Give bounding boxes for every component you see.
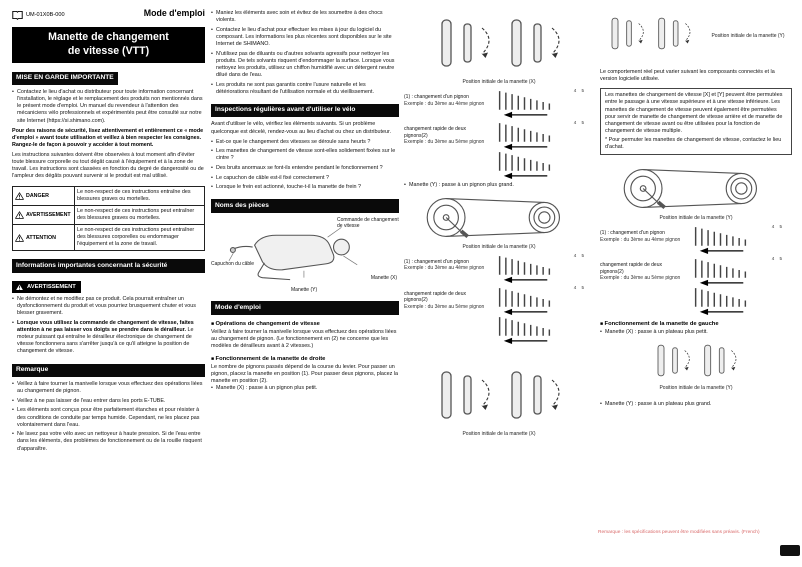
initial-position-caption: Position initiale de la manette (X) bbox=[462, 79, 536, 85]
shift-diagram-set bbox=[404, 254, 594, 344]
cassette-diagram bbox=[687, 286, 792, 315]
warning-triangle-icon bbox=[15, 283, 24, 291]
shift-one-example: Exemple : du 3ème au 4ème pignon bbox=[404, 100, 485, 107]
inspection-bullet: • Le capuchon de câble est-il fixé correctement ? bbox=[211, 175, 399, 182]
title-line-2: de vitesse (VTT) bbox=[67, 44, 150, 57]
page-title bbox=[12, 27, 205, 63]
cassette-diagram bbox=[491, 254, 594, 283]
part-label-lever-y: Manette (Y) bbox=[291, 286, 318, 293]
shift-two-example: Exemple : du 3ème au 5ème pignon bbox=[404, 303, 485, 310]
inspection-intro: Avant d'utiliser le vélo, vérifiez les éléments suivants. Si un problème quelconque est décelé, rendez-vous au lieu d'achat ou chez un distributeur. bbox=[211, 121, 391, 135]
hazard-description: Le non-respect de ces instructions peut entraîner des blessures graves ou mortelles. bbox=[75, 205, 205, 224]
shift-diagram-set bbox=[404, 89, 594, 179]
warning-bullet-rest: Le moteur puissant qui entraîne le dérailleur électronique de changement de vitesse fonctionnera sans s'arrêter jusqu'à ce qu'il atteigne la position de changement de vitesse. bbox=[17, 327, 194, 355]
shift-operations-text: Veillez à faire tourner la manivelle lorsque vous effectuez des opérations liées au changement de pignon. (Le fonctionnement en (2) ne concerne que les modèles de dérailleurs avant à 2 vitesses.) bbox=[211, 328, 397, 349]
warning-label bbox=[12, 281, 81, 293]
shift-two-example: Exemple : du 3ème au 5ème pignon bbox=[600, 275, 681, 282]
initial-position-caption: Position initiale de la manette (Y) bbox=[659, 215, 733, 222]
warning-triangle-icon bbox=[15, 211, 24, 219]
shift-diagram-set bbox=[600, 225, 792, 315]
section-usage-header: Mode d'emploi bbox=[211, 301, 399, 315]
gear-numbers: 4 5 bbox=[573, 120, 586, 125]
warning-triangle-icon bbox=[15, 234, 24, 242]
hazard-label: ATTENTION bbox=[26, 234, 56, 241]
shift-two-example: Exemple : du 3ème au 5ème pignon bbox=[404, 139, 485, 145]
left-lever-bullet-y: • Manette (Y) : passe à un plateau plus grand. bbox=[600, 401, 792, 408]
shift-operations-title: ■ Opérations de changement de vitesse bbox=[211, 321, 399, 327]
column-2 bbox=[211, 10, 399, 395]
lever-y-bullet: • Manette (Y) : passe à un pignon plus grand. bbox=[404, 182, 594, 189]
hazard-description: Le non-respect de ces instructions peut entraîner des blessures corporelles ou endommager l'équipement et la zone de travail. bbox=[75, 225, 205, 251]
initial-position-caption: Position initiale de la manette (X) bbox=[462, 430, 536, 437]
section-inspection-header: Inspections régulières avant d'utiliser le vélo bbox=[211, 104, 399, 118]
column-3 bbox=[404, 14, 594, 441]
cassette-diagram bbox=[491, 121, 594, 150]
document-code: UM-01X0B-000 bbox=[26, 12, 65, 18]
cassette-diagram bbox=[491, 286, 594, 315]
doc-type-heading: Mode d'emploi bbox=[143, 8, 205, 18]
behavior-note: Le comportement réel peut varier suivant les composants connectés et la version logicielle utilisée. bbox=[600, 69, 775, 83]
part-label-cable-cap: Capuchon du câble bbox=[211, 261, 255, 267]
care-bullet: • Contactez le lieu d'achat pour effectuer les mises à jour du logiciel du composant. Les informations les plus récentes sont disponibles sur le site Internet de SHIMANO. bbox=[211, 27, 399, 48]
warning-bullet: • Ne démontez et ne modifiez pas ce produit. Cela pourrait entraîner un dysfonctionnement du produit et vous pourriez brusquement chuter et vous blesser gravement. bbox=[12, 296, 205, 317]
lever-position-diagram bbox=[424, 366, 574, 430]
inspection-bullet: • Est-ce que le changement des vitesses se déroule sans heurts ? bbox=[211, 139, 399, 146]
lever-position-diagram bbox=[646, 341, 746, 384]
parts-diagram bbox=[211, 217, 399, 293]
shift-one-caption: (1) : changement d'un pignon bbox=[404, 94, 469, 100]
warning-bullet-bold: Lorsque vous utilisez la commande de changement de vitesse, faites attention à ne pas laisser vos doigts se prendre dans le dérailleur. bbox=[17, 319, 194, 333]
gear-numbers: 4 5 bbox=[771, 224, 784, 230]
title-line-1: Manette de changement bbox=[48, 31, 169, 43]
gear-numbers: 4 5 bbox=[771, 256, 784, 262]
note-bullet: • Les éléments sont conçus pour être parfaitement étanches et pour résister à des conditions de conduite par temps humide. Cependant, ne les placez pas volontairement dans l'eau. bbox=[12, 407, 205, 428]
note-bullet: • Veillez à faire tourner la manivelle lorsque vous effectuez des opérations liées au changement de pignon. bbox=[12, 381, 205, 395]
swap-note-box bbox=[600, 88, 792, 155]
lever-position-diagram bbox=[424, 14, 574, 78]
section-caution-header: MISE EN GARDE IMPORTANTE bbox=[12, 72, 118, 86]
cassette-diagram bbox=[687, 225, 792, 254]
care-bullet: • Maniez les éléments avec soin et évitez de les soumettre à des chocs violents. bbox=[211, 10, 399, 24]
swap-note-sub: * Pour permuter les manettes de changement de vitesse, contactez le lieu d'achat. bbox=[605, 137, 782, 151]
gear-numbers: 4 5 bbox=[573, 88, 586, 93]
part-label-shift-unit: Commande de changement de vitesse bbox=[337, 217, 399, 230]
drivetrain-diagram bbox=[414, 192, 584, 243]
inspection-bullet: • Des bruits anormaux se font-ils entendre pendant le fonctionnement ? bbox=[211, 165, 399, 172]
right-lever-title: ■ Fonctionnement de la manette de droite bbox=[211, 356, 399, 362]
hazard-label: AVERTISSEMENT bbox=[26, 211, 71, 218]
hazard-description: Le non-respect de ces instructions entraîne des blessures graves ou mortelles. bbox=[75, 186, 205, 205]
shift-two-caption: changement rapide de deux pignons(2) bbox=[404, 126, 466, 139]
instructions-intro: Les instructions suivantes doivent être observées à tout moment afin d'éviter toute blessure corporelle ou tout dégât causé à l'équipement et à la zone de travail. Les instructions sont classées en fonction du degré de dangerosité ou de l'ampleur des dégâts pouvant survenir si le produit est mal utilisé. bbox=[12, 152, 204, 180]
hazard-label: DANGER bbox=[26, 192, 49, 199]
hazard-table bbox=[12, 186, 205, 252]
care-bullet: • N'utilisez pas de diluants ou d'autres solvants agressifs pour nettoyer les produits. De tels solvants risquent d'endommager la surface. Lorsque vous nettoyez les produits, utilisez un chiffon humidifié avec un détergent neutre dilué dans de l'eau. bbox=[211, 51, 399, 80]
read-carefully-note: Pour des raisons de sécurité, lisez attentivement et entièrement ce « mode d'emploi » avant toute utilisation et veillez à bien respecter les consignes. Rangez-le de façon à pouvoir y accéder à tout moment. bbox=[12, 127, 204, 148]
initial-position-caption: Position initiale de la manette (X) bbox=[462, 243, 536, 250]
column-1 bbox=[12, 66, 205, 455]
lever-position-diagram bbox=[600, 14, 700, 57]
cassette-diagram bbox=[687, 257, 792, 286]
shifter-illustration bbox=[225, 223, 373, 283]
shift-two-caption: changement rapide de deux pignons(2) bbox=[600, 262, 662, 275]
inspection-bullet: • Les manettes de changement de vitesse sont-elles solidement fixées sur le cintre ? bbox=[211, 148, 399, 162]
column-4 bbox=[600, 14, 792, 411]
shift-one-example: Exemple : du 3ème au 4ème pignon bbox=[600, 236, 681, 243]
table-row bbox=[13, 186, 205, 205]
shift-one-caption: (1) : changement d'un pignon bbox=[600, 230, 665, 237]
shift-one-caption: (1) : changement d'un pignon bbox=[404, 258, 469, 265]
shift-two-caption: changement rapide de deux pignons(2) bbox=[404, 290, 466, 304]
footer-remark: Remarque : les spécifications peuvent être modifiées sans préavis. (French) bbox=[598, 530, 760, 535]
cassette-diagram bbox=[491, 89, 594, 118]
inspection-bullet: • Lorsque le frein est actionné, touche-t-il la manette de frein ? bbox=[211, 184, 399, 191]
warning-bullet bbox=[12, 320, 205, 356]
section-safety-header: Informations importantes concernant la sécurité bbox=[12, 259, 205, 273]
initial-position-caption: Position initiale de la manette (Y) bbox=[711, 32, 785, 39]
drivetrain-diagram bbox=[611, 163, 781, 214]
shift-one-example: Exemple : du 3ème au 4ème pignon bbox=[404, 265, 485, 272]
note-bullet: • Veillez à ne pas laisser de l'eau entrer dans les ports E-TUBE. bbox=[12, 398, 205, 405]
gear-numbers: 4 5 bbox=[573, 252, 586, 258]
right-lever-bullet: • Manette (X) : passe à un pignon plus petit. bbox=[211, 385, 399, 392]
contact-note: • Contactez le lieu d'achat ou distributeur pour toute information concernant l'installation, le réglage et le remplacement des produits non mentionnés dans le présent mode d'emploi. Un manuel du revendeur à l'attention des mécaniciens vélo professionnels et expérimentés peut être consulté sur notre site Internet (https://si.shimano.com). bbox=[12, 89, 205, 125]
table-row bbox=[13, 205, 205, 224]
gear-numbers: 4 5 bbox=[573, 284, 586, 290]
left-lever-bullet-x: • Manette (X) : passe à un plateau plus petit. bbox=[600, 329, 792, 336]
left-lever-title: ■ Fonctionnement de la manette de gauche bbox=[600, 321, 792, 327]
cassette-diagram bbox=[491, 150, 594, 179]
cassette-diagram bbox=[491, 315, 594, 344]
warning-label-text: AVERTISSEMENT bbox=[27, 284, 76, 290]
part-label-lever-x: Manette (X) bbox=[370, 274, 397, 281]
right-lever-text: Le nombre de pignons passés dépend de la course du levier. Pour passer un pignon, placez la manette en position (1). Pour passer deux pignons, placez la manette en position (2). bbox=[211, 363, 398, 385]
warning-triangle-icon bbox=[15, 192, 24, 200]
swap-note: Les manettes de changement de vitesse [X] et [Y] peuvent être permutées entre le passage à une vitesse supérieure et à une vitesse inférieure. Les manettes de changement de vitesse peuvent également être permutées pour servir de manette de changement de vitesse arrière et de manette de changement de vitesse avant ou être utilisées pour la fonction de changement de vitesse multiple. bbox=[605, 92, 783, 134]
table-row bbox=[13, 225, 205, 251]
section-note-header: Remarque bbox=[12, 364, 205, 378]
corner-mark bbox=[780, 545, 800, 556]
initial-position-caption: Position initiale de la manette (Y) bbox=[659, 385, 733, 392]
note-bullet: • Ne lavez pas votre vélo avec un nettoyeur à haute pression. Si de l'eau entre dans les éléments, des problèmes de fonctionnement ou de la rouille risquent d'apparaître. bbox=[12, 431, 205, 452]
section-parts-header: Noms des pièces bbox=[211, 199, 399, 213]
care-bullet: • Les produits ne sont pas garantis contre l'usure naturelle et les détériorations résultant de l'utilisation normale et du vieillissement. bbox=[211, 82, 399, 96]
